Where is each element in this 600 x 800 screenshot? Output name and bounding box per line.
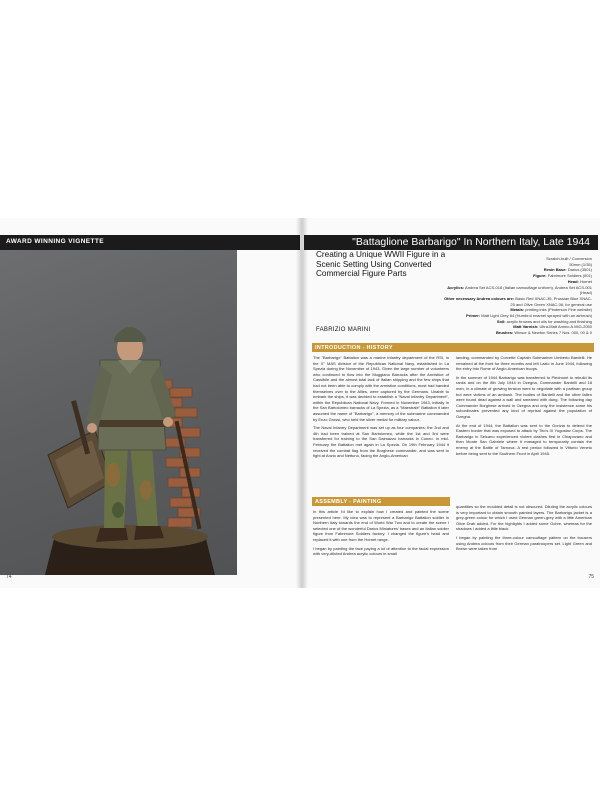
author-name: FABRIZIO MARINI — [316, 327, 371, 333]
spec-line: 50mm (1/35) — [569, 261, 592, 267]
section-header-assembly: ASSEMBLY - PAINTING — [312, 497, 450, 506]
text-column-1-intro — [313, 355, 449, 491]
text-column-2-assembly — [456, 504, 592, 575]
paragraph: In this article I'd like to explain how I created and painted the scene presented here. My idea was to represent a Barbarigo Battalion soldier in Northern Italy towards the end of World War Two and to create the scene I selected one of the wonderful Darius Miniatures' bases and an Italian soldier figure from Fabrimore Soldiers factory. I changed the figure's head and replaced it with one from the Hornet range. — [313, 509, 449, 542]
spec-line: Acrylics: Andrea Set ACS-018 (Italian camouflage uniform), Andrea Set ACS-001 (Head) — [447, 284, 592, 296]
article-subtitle: Creating a Unique WWII Figure in a Scenic Setting Using Converted Commercial Figure Parts — [316, 250, 446, 279]
paragraph: The "Barbarigo" Battalion was a marine infantry department of the RSI, in the X° MAS division of the Republican National Navy, established in La Spezia during the November of 1943. Given the large number of volunteers who continued to flow into the Muggiano Barracks after the Armistice of Cassibile and the almost total lack of Italian shipping and the few ships that had not been able to comply with the armistice conditions, most had handed themselves over to the Allies, were captured by the Germans. Unable to embark the ships, it was decided to establish a "Naval Infantry Department", within the Republican National Navy. Formed in November 1943, initially in the San Bartolomeo barracks of La Spezia, as a "Maestrale" Battalion it later assumed the name of "Barbarigo", a memory of the submarine commanded by Enzo Grossi, who held the silver medal for military valour. — [313, 355, 449, 422]
page-number-left: 74 — [6, 574, 12, 580]
spec-line: Scratch-built / Conversion — [546, 256, 592, 261]
spec-line: Matt Varnish: Ultra-Matt Ammo A.MIG-2050 — [513, 324, 592, 330]
soldier-figure-illustration — [0, 250, 237, 575]
spec-line: Resin Base: Darius (3501) — [543, 267, 592, 273]
paragraph: At the end of 1944, the Battalion was sent to the Gorizia to defend the Eastern border that was exposed to attack by Tito's IX Yugoslav Corps. The Barbarigo in Selcano experienced violent clashes first in Chiapovano and then Monte San Gabriele where it managed to temporarily contain the enemy at the Battle of Tarnova. A rest period followed in Vittorio Veneto before being sent to the Southern Front in April 1945. — [456, 422, 592, 456]
spec-line: Brushes: Winsor & Newton Series 7 Nos. 000, 00 & 0 — [495, 330, 592, 336]
page-number-right: 75 — [588, 574, 594, 580]
spec-line: Metals: printing inks (Pinderson Fine website) — [510, 307, 592, 313]
text-column-1-assembly — [313, 509, 449, 575]
text-column-2-intro — [456, 355, 592, 499]
spec-line: Head: Hornet — [567, 278, 592, 284]
section-header-bar — [0, 235, 300, 250]
paragraph: I began by painting the face paying a lot of attention to the facial expression with very-diluted Andrea acrylic colours in small — [313, 545, 449, 557]
vignette-photo — [0, 250, 237, 575]
spec-line: Figure: Fabrimore Soldiers (001) — [533, 273, 592, 279]
magazine-spread — [0, 218, 600, 588]
paragraph: The Naval Infantry Department was set up as four companies; the 2nd and 4th had been trained at San Bartolomeo, while the 1st and 3rd were transferred for training to the San Dalmazzo barracks in Cuneo. In mid-February the Battalion met again in La Spezia. On 19th February 1944 it received the combat flag from the Borghese commander, and was sent to fight at Anzio and Nettuno, facing the Anglo-American — [313, 425, 449, 459]
page-gutter — [296, 218, 308, 588]
materials-list — [442, 240, 592, 336]
spec-line: Primer: Matt Light Grey 64 (Humbrol enamel sprayed with an airbrush) — [466, 313, 592, 319]
section-header-intro: INTRODUCTION - HISTORY — [312, 343, 594, 352]
paragraph: quantities so the moulded detail is not obscured. Diluting the acrylic colours is very important to obtain smooth painted layers. The Barbarigo jacket is a grey-green colour for which I used German green-grey with a little American Olive Drab added. For the highlights I added some Ochre, whereas for the shadows I added a little black. — [456, 504, 592, 532]
paragraph: In the summer of 1944 Barbarigo was transferred to Piedmont to rebuild its ranks and on the 8th July 1944 in Ozegna, Commander Bardelli and 18 men, in a climate of growing tension went to negotiate with a partisan group but were victims of an ambush. The bodies of Bardelli and the other fallen were found dead against a wall and smeared with dung. The following day Commander Borghese arrived in Ozegna and only the insistence some his subordinates prevented any kind of reprisal against the population of Ozegna. — [456, 374, 592, 419]
spec-line: Soil: acrylic browns and oils for washing and finishing — [496, 318, 592, 324]
paragraph: I began by painting the three-colour camouflage pattern on the trousers using Andrea colours from their German paratroopers set. Light Green and Brown were taken from — [456, 534, 592, 552]
spec-line: Other necessary Andrea colours are: Basic Red XNAC-35, Prussian Blue XNAC-25 and Olive Green XNAC-06, for general use — [444, 295, 592, 307]
article-title: "Battaglione Barbarigo" In Northern Italy, Late 1944 — [352, 236, 590, 248]
section-header-label: AWARD WINNING VIGNETTE — [6, 238, 104, 245]
paragraph: landing, commanded by Corvette Captain Submariner Umberto Bardelli. He remained at the front for three months and left Lazio in June 1944, following the entry into Rome of Anglo-American troops. — [456, 355, 592, 372]
